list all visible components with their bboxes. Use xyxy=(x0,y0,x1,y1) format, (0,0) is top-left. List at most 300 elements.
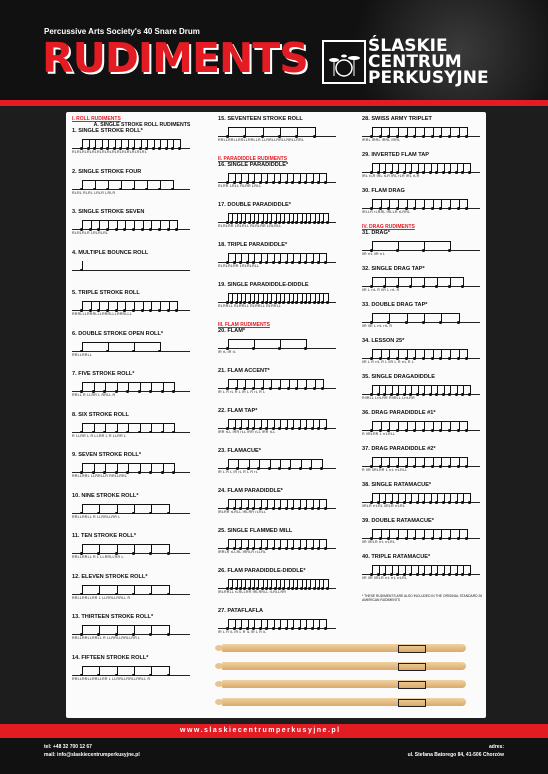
note-head xyxy=(431,537,434,540)
note-head xyxy=(138,471,141,474)
section-heading-roll: I. ROLL RUDIMENTS xyxy=(72,116,121,122)
note-head xyxy=(141,309,144,312)
sticking: llR llR L rrL rrL R xyxy=(362,324,393,328)
note-head xyxy=(269,587,272,590)
note-head xyxy=(132,552,135,555)
note-head xyxy=(261,301,264,304)
note-head xyxy=(439,321,442,324)
rudiment xyxy=(218,202,358,242)
note-head xyxy=(422,537,425,540)
note-beam xyxy=(372,199,467,200)
note-head xyxy=(311,627,314,630)
rudiment xyxy=(218,116,358,156)
note-head xyxy=(370,393,373,396)
note-head xyxy=(80,471,83,474)
note-head xyxy=(152,147,155,150)
sticking: RLRL RLRL LRLR LRLR xyxy=(72,190,116,195)
notation-staff xyxy=(72,464,190,473)
note-head xyxy=(370,135,373,138)
note-head xyxy=(383,501,386,504)
note-head xyxy=(106,309,109,312)
note-head xyxy=(235,587,238,590)
rudiment xyxy=(72,371,212,412)
note-head xyxy=(422,321,425,324)
note-beam xyxy=(372,349,467,350)
note-head xyxy=(435,171,438,174)
note-head xyxy=(278,627,281,630)
note-beam xyxy=(82,301,177,302)
notation-staff xyxy=(218,540,336,549)
note-stem xyxy=(99,666,100,675)
rudiment-title: 39. DOUBLE RATAMACUE* xyxy=(362,518,434,524)
note-head xyxy=(370,537,373,540)
contact-tel: tel: +48 32 700 12 67 xyxy=(44,744,92,750)
note-beam xyxy=(228,579,328,580)
note-head xyxy=(413,207,416,210)
note-head xyxy=(396,465,399,468)
note-head xyxy=(461,393,464,396)
note-head xyxy=(429,573,432,576)
rudiment xyxy=(218,528,358,568)
note-head xyxy=(422,285,425,288)
note-head xyxy=(387,429,390,432)
note-head xyxy=(132,188,135,191)
note-head xyxy=(248,587,251,590)
note-head xyxy=(239,427,242,430)
sticking: lR L R lL lR L R lL lR L R lL xyxy=(218,630,267,634)
note-head xyxy=(448,393,451,396)
notation-staff xyxy=(362,530,480,539)
note-head xyxy=(320,467,323,470)
note-beam xyxy=(372,421,467,422)
rudiment-title: 15. SEVENTEEN STROKE ROLL xyxy=(218,116,303,122)
note-beam xyxy=(372,493,470,494)
note-head xyxy=(317,221,320,224)
rudiment-title: 2. SINGLE STROKE FOUR xyxy=(72,168,142,175)
note-head xyxy=(377,393,380,396)
notation-staff xyxy=(218,214,336,223)
sticking: RLRLRLR LRLRLRL xyxy=(72,231,109,235)
note-head xyxy=(291,301,294,304)
note-head xyxy=(272,261,275,264)
rudiment xyxy=(362,338,486,374)
note-head xyxy=(239,547,242,550)
note-head xyxy=(261,387,264,390)
note-head xyxy=(132,228,135,231)
note-head xyxy=(272,427,275,430)
rudiment xyxy=(72,614,212,655)
note-head xyxy=(299,467,302,470)
sticking: llRLR rrLRL llRLR rrLRL xyxy=(362,504,406,508)
rudiment xyxy=(362,374,486,410)
note-head xyxy=(274,221,277,224)
note-head xyxy=(252,221,255,224)
note-head xyxy=(431,429,434,432)
note-beam xyxy=(228,213,328,214)
rudiment xyxy=(218,242,358,282)
note-head xyxy=(92,390,95,393)
note-head xyxy=(235,221,238,224)
rudiment xyxy=(362,554,486,590)
rudiment-title: 36. DRAG PARADIDDLE #1* xyxy=(362,410,436,416)
note-head xyxy=(278,427,281,430)
note-head xyxy=(370,465,373,468)
note-head xyxy=(448,537,451,540)
note-head xyxy=(311,547,314,550)
note-head xyxy=(278,467,281,470)
note-head xyxy=(226,507,229,510)
note-head xyxy=(269,301,272,304)
note-head xyxy=(230,221,233,224)
note-head xyxy=(87,147,90,150)
sticking: lR L R rL R L lR L R rL R L xyxy=(218,390,266,394)
notation-staff xyxy=(72,343,190,352)
note-beam xyxy=(82,180,173,181)
note-beam xyxy=(82,585,169,586)
note-head xyxy=(226,261,229,264)
note-head xyxy=(465,537,468,540)
rudiment-title: 1. SINGLE STROKE ROLL* xyxy=(72,128,143,134)
note-beam xyxy=(82,342,160,343)
notation-staff xyxy=(362,422,480,431)
notation-staff xyxy=(362,164,480,173)
note-head xyxy=(387,321,390,324)
note-head xyxy=(93,188,96,191)
note-head xyxy=(317,301,320,304)
note-head xyxy=(321,221,324,224)
note-head xyxy=(448,249,451,252)
note-head xyxy=(285,427,288,430)
note-head xyxy=(252,507,255,510)
rudiment-title: 40. TRIPLE RATAMACUE* xyxy=(362,554,431,560)
rudiment xyxy=(362,116,486,152)
note-head xyxy=(326,587,329,590)
note-head xyxy=(239,221,242,224)
rudiment xyxy=(72,655,212,696)
rudiment xyxy=(362,482,486,518)
note-head xyxy=(285,547,288,550)
note-head xyxy=(431,207,434,210)
note-head xyxy=(261,135,264,138)
note-beam xyxy=(228,539,326,540)
note-head xyxy=(448,171,451,174)
note-stem xyxy=(151,423,152,432)
rudiment-title: 9. SEVEN STROKE ROLL* xyxy=(72,452,142,458)
note-head xyxy=(370,171,373,174)
note-head xyxy=(295,587,298,590)
rudiment xyxy=(362,518,486,554)
note-head xyxy=(448,135,451,138)
drumstick xyxy=(222,680,466,688)
note-head xyxy=(396,501,399,504)
note-head xyxy=(416,393,419,396)
notation-staff xyxy=(72,424,190,433)
note-head xyxy=(439,207,442,210)
note-beam xyxy=(372,127,467,128)
drumstick xyxy=(222,644,466,652)
note-head xyxy=(422,171,425,174)
sticking: RLRLRLRR LRLRLRLL xyxy=(218,264,260,268)
note-head xyxy=(370,501,373,504)
note-head xyxy=(132,309,135,312)
note-head xyxy=(115,512,118,515)
note-head xyxy=(291,547,294,550)
note-head xyxy=(387,465,390,468)
rudiment xyxy=(218,568,358,608)
rudiment-title: 30. FLAM DRAG xyxy=(362,188,405,194)
note-head xyxy=(259,627,262,630)
note-head xyxy=(313,387,316,390)
sticking: lRRL lRRL lRRL lRRL xyxy=(362,138,401,142)
note-head xyxy=(403,393,406,396)
note-head xyxy=(132,350,135,353)
rudiment xyxy=(218,408,358,448)
rudiment xyxy=(362,188,486,224)
note-head xyxy=(259,547,262,550)
note-head xyxy=(377,171,380,174)
note-head xyxy=(239,301,242,304)
note-head xyxy=(89,228,92,231)
note-head xyxy=(167,512,170,515)
sticking: lR rL lR rL xyxy=(218,350,237,354)
note-head xyxy=(161,390,164,393)
contact-mail[interactable]: mail: info@slaskiecentrumperkusyjne.pl xyxy=(44,752,140,758)
notation-staff xyxy=(218,460,336,469)
rudiment-title: 20. FLAM* xyxy=(218,328,246,334)
notation-staff xyxy=(362,386,480,395)
note-head xyxy=(246,507,249,510)
note-head xyxy=(291,221,294,224)
note-head xyxy=(405,429,408,432)
note-head xyxy=(413,135,416,138)
note-head xyxy=(311,181,314,184)
sticking: lRL rLR lRL rLR lRL rLR lRL rLR xyxy=(362,174,420,178)
note-head xyxy=(285,627,288,630)
note-beam xyxy=(82,544,169,545)
sticking: RRRLLLRRRLLLRRRLLLRRRLLL xyxy=(72,312,132,316)
note-head xyxy=(326,221,329,224)
note-head xyxy=(89,309,92,312)
note-head xyxy=(239,507,242,510)
note-head xyxy=(261,221,264,224)
note-head xyxy=(285,261,288,264)
rudiment-title: 38. SINGLE RATAMACUE* xyxy=(362,482,432,488)
note-head xyxy=(226,547,229,550)
note-head xyxy=(396,537,399,540)
note-head xyxy=(370,207,373,210)
note-head xyxy=(409,171,412,174)
note-beam xyxy=(228,619,326,620)
note-head xyxy=(313,301,316,304)
note-head xyxy=(326,301,329,304)
note-head xyxy=(416,501,419,504)
note-head xyxy=(300,221,303,224)
note-head xyxy=(311,507,314,510)
note-head xyxy=(468,171,471,174)
note-head xyxy=(448,573,451,576)
note-head xyxy=(265,627,268,630)
note-head xyxy=(304,181,307,184)
note-head xyxy=(132,512,135,515)
rudiment xyxy=(218,282,358,322)
note-head xyxy=(435,393,438,396)
sticking: R llRLRR L rrLRLL xyxy=(362,432,396,436)
note-beam xyxy=(372,241,450,242)
note-head xyxy=(413,357,416,360)
note-head xyxy=(149,309,152,312)
note-head xyxy=(321,301,324,304)
sticking: RRLLRRLL xyxy=(72,352,92,357)
note-head xyxy=(282,221,285,224)
note-head xyxy=(300,301,303,304)
sticking: llR L rrL R llR L rrL R xyxy=(362,288,400,292)
note-head xyxy=(149,633,152,636)
note-beam xyxy=(228,379,323,380)
rudiment-title: 31. DRAG* xyxy=(362,230,390,236)
note-head xyxy=(246,627,249,630)
note-head xyxy=(80,390,83,393)
rudiment-title: 23. FLAMACUE* xyxy=(218,448,261,454)
note-head xyxy=(416,573,419,576)
note-head xyxy=(226,301,229,304)
note-head xyxy=(246,427,249,430)
notation-staff xyxy=(362,350,480,359)
note-head xyxy=(311,427,314,430)
rudiment-title: 4. MULTIPLE BOUNCE ROLL xyxy=(72,249,149,256)
note-head xyxy=(455,171,458,174)
note-head xyxy=(291,427,294,430)
note-head xyxy=(252,261,255,264)
note-head xyxy=(370,573,373,576)
note-head xyxy=(139,147,142,150)
note-head xyxy=(409,393,412,396)
rudiments-sheet xyxy=(66,112,486,718)
note-head xyxy=(291,627,294,630)
rudiment xyxy=(72,493,212,534)
note-head xyxy=(396,285,399,288)
note-head xyxy=(383,171,386,174)
note-head xyxy=(282,587,285,590)
note-head xyxy=(317,261,320,264)
rudiment-title: 10. NINE STROKE ROLL* xyxy=(72,492,139,499)
sticking: RLRLRR LRLRLL RLRLRR LRLRLL xyxy=(218,224,282,228)
note-head xyxy=(313,135,316,138)
note-head xyxy=(252,387,255,390)
brand-line-3: PERKUSYJNE xyxy=(368,68,489,88)
note-head xyxy=(396,357,399,360)
note-head xyxy=(248,221,251,224)
sticking: RRLLRRLLRRLLRR L LLRRLLRRLLRRLL R xyxy=(72,676,151,681)
note-beam xyxy=(228,499,326,500)
rudiment xyxy=(362,152,486,188)
note-head xyxy=(226,135,229,138)
note-head xyxy=(383,285,386,288)
note-head xyxy=(256,221,259,224)
note-head xyxy=(370,249,373,252)
note-head xyxy=(390,573,393,576)
rudiment xyxy=(72,452,212,493)
note-head xyxy=(115,674,118,677)
note-head xyxy=(377,501,380,504)
note-head xyxy=(243,221,246,224)
note-head xyxy=(252,301,255,304)
note-head xyxy=(226,467,229,470)
note-head xyxy=(442,501,445,504)
note-head xyxy=(256,301,259,304)
note-head xyxy=(132,147,135,150)
col2-list-b xyxy=(218,162,358,322)
note-head xyxy=(416,171,419,174)
note-head xyxy=(285,507,288,510)
note-head xyxy=(295,135,298,138)
note-head xyxy=(455,573,458,576)
note-head xyxy=(409,285,412,288)
note-head xyxy=(138,390,141,393)
drumsticks-image xyxy=(214,640,472,718)
note-head xyxy=(317,547,320,550)
note-head xyxy=(235,301,238,304)
note-head xyxy=(119,147,122,150)
note-head xyxy=(158,188,161,191)
note-head xyxy=(304,547,307,550)
note-head xyxy=(239,261,242,264)
note-head xyxy=(233,507,236,510)
note-head xyxy=(158,147,161,150)
note-head xyxy=(247,467,250,470)
note-head xyxy=(435,573,438,576)
note-head xyxy=(80,350,83,353)
note-head xyxy=(278,507,281,510)
note-head xyxy=(448,357,451,360)
note-head xyxy=(233,547,236,550)
note-head xyxy=(226,587,229,590)
note-head xyxy=(115,552,118,555)
note-head xyxy=(321,387,324,390)
note-head xyxy=(259,507,262,510)
note-head xyxy=(295,301,298,304)
note-head xyxy=(298,261,301,264)
note-head xyxy=(226,427,229,430)
note-head xyxy=(455,501,458,504)
sticking: RRLLRRLLRRLLRRLLR LLRRLLRRLLRRLLRRL xyxy=(218,138,305,142)
note-head xyxy=(304,507,307,510)
rudiment-title: 32. SINGLE DRAG TAP* xyxy=(362,266,425,272)
website-link[interactable]: www.slaskiecentrumperkusyjne.pl xyxy=(180,727,341,734)
note-head xyxy=(309,467,312,470)
note-head xyxy=(272,181,275,184)
notation-staff xyxy=(218,500,336,509)
note-head xyxy=(396,135,399,138)
note-head xyxy=(261,587,264,590)
brand-line-1: ŚLASKIE xyxy=(368,36,448,56)
note-head xyxy=(278,547,281,550)
note-head xyxy=(239,181,242,184)
note-head xyxy=(439,357,442,360)
note-head xyxy=(149,228,152,231)
note-head xyxy=(413,537,416,540)
rudiment-title: 27. PATAFLAFLA xyxy=(218,608,264,614)
note-stem xyxy=(151,585,152,594)
note-head xyxy=(259,261,262,264)
note-head xyxy=(324,261,327,264)
col1-list xyxy=(72,128,212,695)
note-beam xyxy=(82,463,174,464)
note-head xyxy=(291,507,294,510)
note-head xyxy=(429,393,432,396)
note-head xyxy=(448,285,451,288)
note-head xyxy=(457,465,460,468)
col3-list-b xyxy=(362,230,486,590)
